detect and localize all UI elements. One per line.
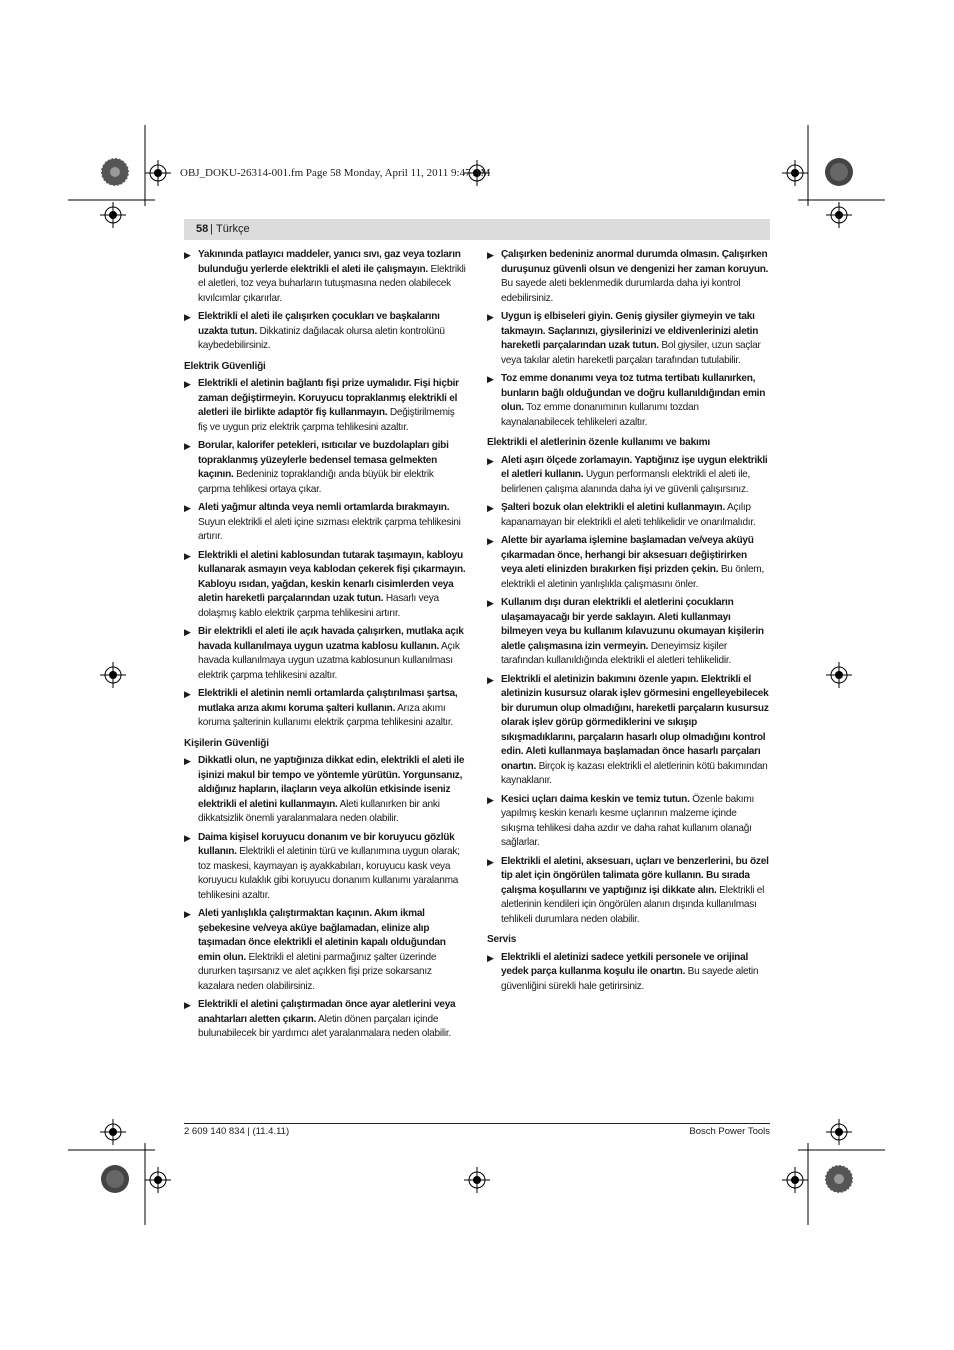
instruction-bold: Şalteri bozuk olan elektrikli el aletini kullanmayın. bbox=[501, 502, 726, 513]
safety-instruction bbox=[487, 596, 769, 669]
triangle-right-icon: ▶ bbox=[487, 856, 494, 867]
triangle-right-icon: ▶ bbox=[184, 909, 191, 919]
instruction-text: Uygun performanslı elektrikli el aleti ile, belirlenen çalışma alanında daha iyi ve güvenli çalışırsınız. bbox=[501, 469, 751, 495]
instruction-text: Aleti kullanırken bir anki dikkatsizlik önemli yaralanmalara neden olabilir. bbox=[198, 798, 440, 824]
triangle-right-icon: ▶ bbox=[487, 794, 494, 805]
instruction-text: Bu sayede aletin güvenliğini sürekli hale getirirsiniz. bbox=[501, 966, 759, 992]
triangle-right-icon: ▶ bbox=[487, 455, 494, 466]
safety-instruction bbox=[184, 501, 466, 545]
triangle-right-icon: ▶ bbox=[184, 689, 191, 699]
instruction-text: Hasarlı veya dolaşmış kablo elektrik çarpma tehlikesini artırır. bbox=[198, 593, 439, 619]
safety-instruction bbox=[487, 673, 769, 789]
instruction-bold: Aleti aşırı ölçede zorlamayın. Yaptığınız işe uygun elektrikli el aletleri kullanın. bbox=[501, 454, 768, 480]
triangle-right-icon: ▶ bbox=[184, 379, 191, 389]
safety-instruction bbox=[184, 439, 466, 497]
triangle-right-icon: ▶ bbox=[184, 312, 191, 322]
footer-brand: Bosch Power Tools bbox=[689, 1126, 770, 1137]
instruction-bold: Daima kişisel koruyucu donanım ve bir koruyucu gözlük kullanın. bbox=[198, 831, 455, 857]
crosshair-icon bbox=[100, 662, 126, 688]
instruction-bold: Kullanım dışı duran elektrikli el aletlerini çocukların ulaşamayacağı bir yerde saklayın. Aleti kullanmayı bilmeyen veya bu kullanım kılavuzunu okumayan kişilerin aletle çalışmasına izin vermeyin. bbox=[501, 597, 764, 652]
instruction-bold: Bir elektrikli el aleti ile açık havada çalışırken, mutlaka açık havada kullanılmaya uygun uzatma kablosu kullanın. bbox=[198, 626, 464, 652]
print-wheel-icon bbox=[824, 1164, 854, 1194]
crosshair-icon bbox=[464, 1167, 490, 1193]
safety-instruction bbox=[487, 310, 769, 368]
safety-instruction bbox=[487, 454, 769, 498]
safety-instruction bbox=[184, 549, 466, 622]
instruction-text: Suyun elektrikli el aleti içine sızması elektrik çarpma tehlikesini artırır. bbox=[198, 516, 461, 542]
instruction-text: Dikkatiniz dağılacak olursa aletin kontrolünü kaybedebilirsiniz. bbox=[198, 325, 445, 351]
instruction-text: Elektrikli el aletleri, toz veya buharların tutuşmasına neden olabilecek kıvılcımlar çıkarırlar. bbox=[198, 263, 466, 304]
safety-instruction bbox=[184, 248, 466, 306]
instruction-text: Toz emme donanımının kullanımı tozdan kaynalanabilecek tehlikeleri azaltır. bbox=[501, 402, 699, 428]
instruction-bold: Yakınında patlayıcı maddeler, yanıcı sıvı, gaz veya tozların bulunduğu yerlerde elektrikli el aleti ile çalışmayın. bbox=[198, 249, 461, 275]
instruction-bold: Alette bir ayarlama işlemine başlamadan ve/veya aküyü çıkarmadan önce, herhangi bir aksesuarı değiştirirken veya aleti elinizden bırakırken fişi prizden çekin. bbox=[501, 535, 754, 575]
safety-instruction bbox=[184, 687, 466, 731]
instruction-bold: Kesici uçları daima keskin ve temiz tutun. bbox=[501, 793, 690, 805]
right-column bbox=[487, 248, 769, 998]
triangle-right-icon: ▶ bbox=[184, 550, 191, 561]
instruction-bold: Toz emme donanımı veya toz tutma tertibatı kullanırken, bunların bağlı olduğundan ve doğru kullanıldığından emin olun. bbox=[501, 373, 766, 413]
page-number: 58 bbox=[196, 223, 209, 235]
instruction-text: Deneyimsiz kişiler tarafından kullanıldığında elektrikli el aletleri tehlikelidir. bbox=[501, 640, 731, 666]
file-slug: OBJ_DOKU-26314-001.fm Page 58 Monday, April 11, 2011 9:47 AM bbox=[180, 167, 491, 179]
triangle-right-icon: ▶ bbox=[487, 598, 494, 608]
instruction-text: Birçok iş kazası elektrikli el aletlerinin kötü bakımından kaynaklanır. bbox=[501, 760, 768, 786]
crosshair-icon bbox=[145, 160, 171, 186]
safety-instruction bbox=[184, 831, 466, 904]
triangle-right-icon: ▶ bbox=[487, 536, 494, 546]
footer-doc-number: 2 609 140 834 | (11.4.11) bbox=[184, 1126, 290, 1137]
print-wheel-icon bbox=[100, 1164, 130, 1194]
crosshair-icon bbox=[826, 662, 852, 688]
triangle-right-icon: ▶ bbox=[487, 952, 494, 963]
header-separator: | bbox=[210, 223, 213, 235]
instruction-text: Açık havada kullanılmaya uygun uzatma kablosunun kullanılması elektrik çarpma tehlikesini azaltır. bbox=[198, 640, 460, 681]
safety-instruction bbox=[184, 377, 466, 435]
instruction-bold: Dikkatli olun, ne yaptığınıza dikkat edin, elektrikli el aleti ile işinizi makul bir tempo ve yöntemle yürütün. Yorgunsanız, aldığınız hapların, ilaçların veya alkolün etkisinde iseniz elektrikli el aletini kullanmayın. bbox=[198, 755, 465, 810]
instruction-bold: Aleti yağmur altında veya nemli ortamlarda bırakmayın. bbox=[198, 502, 450, 513]
footer-rule bbox=[184, 1123, 770, 1124]
triangle-right-icon: ▶ bbox=[487, 503, 494, 513]
instruction-bold: Uygun iş elbiseleri giyin. Geniş giysiler giymeyin ve takı takmayın. Saçlarınızı, giysilerinizi ve eldivenlerinizi aletin hareketli parçalarından uzak tutun. bbox=[501, 311, 759, 351]
instruction-text: Bol giysiler, uzun saçlar veya takılar aletin hareketli parçaları tarafından tutulabilir. bbox=[501, 340, 761, 366]
safety-instruction bbox=[487, 951, 769, 995]
triangle-right-icon: ▶ bbox=[487, 312, 494, 322]
crosshair-icon bbox=[782, 1167, 808, 1193]
section-heading: Elektrikli el aletlerinin özenle kullanımı ve bakımı bbox=[487, 437, 710, 448]
triangle-right-icon: ▶ bbox=[184, 441, 191, 451]
safety-instruction bbox=[487, 855, 769, 928]
instruction-bold: Elektrikli el aletini çalıştırmadan önce ayar aletlerini veya anahtarları aletten çıkarın. bbox=[198, 999, 456, 1025]
instruction-text: Arıza akımı koruma şalterinin kullanımı elektrik çarpma tehlikesini azaltır. bbox=[198, 702, 453, 728]
crosshair-icon bbox=[826, 1119, 852, 1145]
instruction-bold: Elektrikli el aletinizi sadece yetkili personele ve orijinal yedek parça kullanma koşulu ile onartın. bbox=[501, 951, 748, 977]
triangle-right-icon: ▶ bbox=[184, 627, 191, 637]
section-heading: Elektrik Güvenliği bbox=[184, 360, 266, 372]
instruction-bold: Elektrikli el aletinizin bakımını özenle yapın. Elektrikli el aletinizin kusursuz olarak işlev görmesini engelleyebilecek bir durumun olup olmadığını, hareketli parçaların kusursuz olarak işlev görüp görmediklerini ve sıkışıp sıkışmadıklarını, parçaların hasarlı olup olmadığını kontrol edin. Aleti kullanmaya başlamadan önce hasarlı parçaları onartın. bbox=[501, 673, 769, 772]
triangle-right-icon: ▶ bbox=[487, 674, 494, 685]
instruction-text: Elektrikli el aletlerinin kendileri için öngörülen alanın dışında kullanılması tehlikeli durumlara neden olabilir. bbox=[501, 884, 765, 925]
print-wheel-icon bbox=[100, 157, 130, 187]
instruction-text: Elektrikli el aletini parmağınız şalter üzerinde dururken taşırsanız ve alet açıkken fişi prize sokarsanız kazalara neden olabilirsiniz. bbox=[198, 951, 437, 992]
instruction-bold: Elektrikli el aletinin bağlantı fişi prize uymalıdır. Fişi hiçbir zaman değiştirmeyin. Koruyucu topraklanmış elektrikli el aletleri ile birlikte adaptör fiş kullanmayın. bbox=[198, 378, 459, 418]
instruction-text: Elektrikli el aletinin türü ve kullanımına uygun olarak; toz maskesi, kaymayan iş ayakkabıları, koruyucu kask veya koruyucu kulaklık gibi koruyucu donanım kullanımı yaralanma tehlikesini azaltır. bbox=[198, 846, 460, 901]
left-column bbox=[184, 248, 466, 1046]
instruction-text: Değiştirilmemiş fiş ve uygun priz elektrik çarpma tehlikesini azaltır. bbox=[198, 407, 455, 433]
crosshair-icon bbox=[100, 1119, 126, 1145]
instruction-bold: Elektrikli el aletini kablosundan tutarak taşımayın, kabloyu kullanarak asmayın veya kablodan çekerek fişi çıkarmayın. Kabloyu ısıdan, yağdan, keskin kenarlı cisimlerden veya aletin hareketli parçalarından uzak tutun. bbox=[198, 549, 466, 604]
page-header bbox=[184, 219, 770, 240]
instruction-text: Açılıp kapanamayan bir elektrikli el aleti tehlikelidir ve onarılmalıdır. bbox=[501, 502, 756, 528]
triangle-right-icon: ▶ bbox=[184, 756, 191, 766]
instruction-text: Bedeniniz topraklandığı anda büyük bir elektrik çarpma tehlikesi ortaya çıkar. bbox=[198, 469, 434, 495]
crosshair-icon bbox=[826, 202, 852, 228]
section-heading: Kişilerin Güvenliği bbox=[184, 737, 269, 749]
safety-instruction bbox=[184, 625, 466, 683]
safety-instruction bbox=[184, 998, 466, 1042]
instruction-bold: Elektrikli el aletini, aksesuarı, uçları ve benzerlerini, bu özel tip alet için öngörülen talimata göre kullanın. Bu sırada çalışma koşullarını ve yaptığınız işi dikkate alın. bbox=[501, 855, 769, 896]
triangle-right-icon: ▶ bbox=[184, 832, 191, 843]
instruction-text: Aletin dönen parçaları içinde bulunabilecek bir yardımcı alet yaralanmalara neden olabilir. bbox=[198, 1013, 451, 1039]
print-wheel-icon bbox=[824, 157, 854, 187]
safety-instruction bbox=[487, 372, 769, 430]
triangle-right-icon: ▶ bbox=[487, 250, 494, 260]
instruction-bold: Çalışırken bedeniniz anormal durumda olmasın. Çalışırken duruşunuz güvenli olsun ve dengenizi her zaman koruyun. bbox=[501, 249, 769, 275]
safety-instruction bbox=[487, 501, 769, 530]
triangle-right-icon: ▶ bbox=[184, 1000, 191, 1010]
safety-instruction bbox=[184, 907, 466, 994]
triangle-right-icon: ▶ bbox=[184, 250, 191, 260]
instruction-bold: Elektrikli el aletinin nemli ortamlarda çalıştırılması şartsa, mutlaka arıza akımı koruma şalteri kullanın. bbox=[198, 688, 458, 714]
triangle-right-icon: ▶ bbox=[487, 374, 494, 384]
safety-instruction bbox=[184, 754, 466, 827]
crosshair-icon bbox=[782, 160, 808, 186]
instruction-bold: Borular, kalorifer petekleri, ısıtıcılar ve buzdolapları gibi topraklanmış yüzeylerle bedensel temasa gelmekten kaçının. bbox=[198, 440, 449, 480]
instruction-text: Özenle bakımı yapılmış keskin kenarlı kesme uçlarının malzeme içinde sıkışma tehlikesi daha azdır ve daha rahat kullanım olanağı sağlarlar. bbox=[501, 793, 755, 848]
safety-instruction bbox=[487, 793, 769, 851]
instruction-text: Bu sayede aleti beklenmedik durumlarda daha iyi kontrol edebilirsiniz. bbox=[501, 278, 741, 304]
triangle-right-icon: ▶ bbox=[184, 503, 191, 513]
instruction-text: Bu önlem, elektrikli el aletinin yanlışlıkla çalışmasını önler. bbox=[501, 564, 765, 590]
safety-instruction bbox=[184, 310, 466, 354]
crosshair-icon bbox=[100, 202, 126, 228]
crosshair-icon bbox=[145, 1167, 171, 1193]
header-language: Türkçe bbox=[216, 223, 250, 235]
section-heading: Servis bbox=[487, 934, 517, 945]
instruction-bold: Aleti yanlışlıkla çalıştırmaktan kaçının. Akım ikmal şebekesine ve/veya aküye bağlamadan, elinize alıp taşımadan önce elektrikli el aletinin kapalı olduğundan emin olun. bbox=[198, 908, 446, 963]
instruction-bold: Elektrikli el aleti ile çalışırken çocukları ve başkalarını uzakta tutun. bbox=[198, 311, 440, 337]
safety-instruction bbox=[487, 248, 769, 306]
safety-instruction bbox=[487, 534, 769, 592]
